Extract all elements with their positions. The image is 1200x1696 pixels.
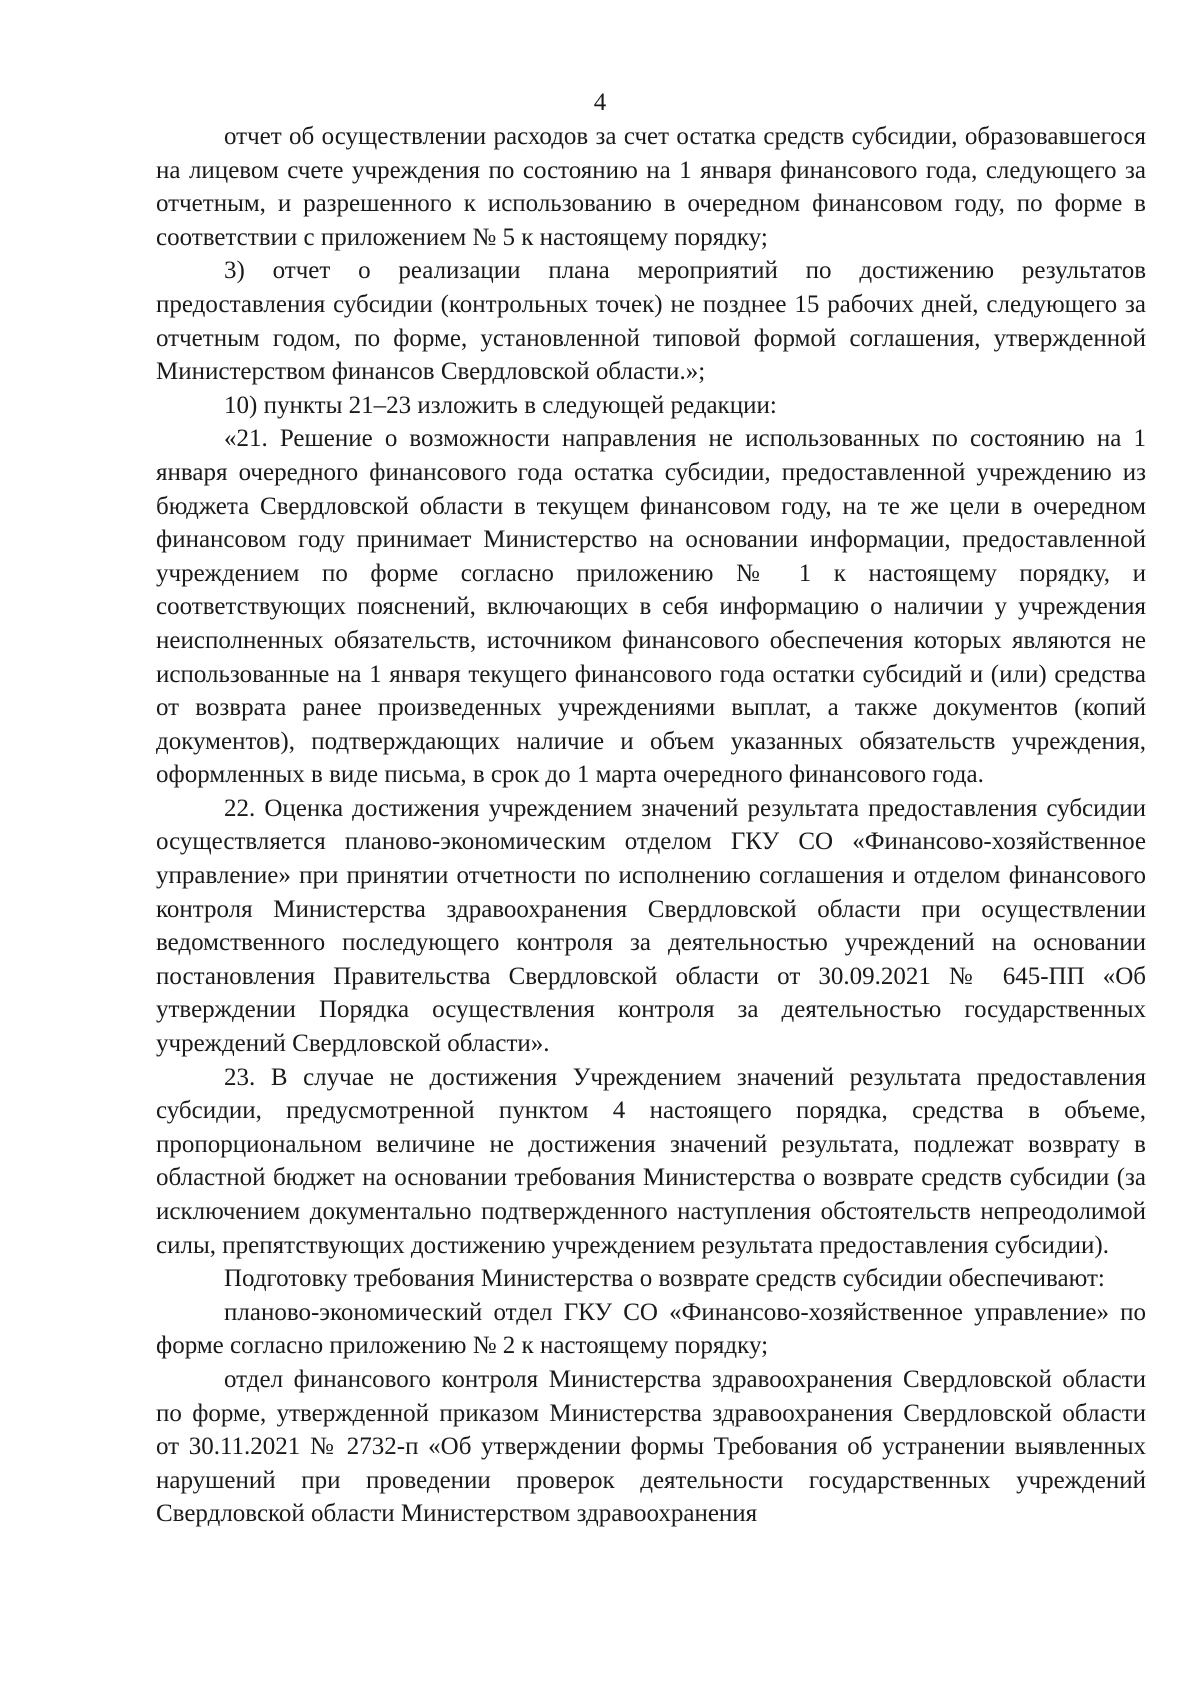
paragraph-control-dept: отдел финансового контроля Министерства здравоохранения Свердловской области по форме, утвержденной приказом Министерства здравоохранения Свердловской области от 30.11.2021 № 2732-п «Об утверждении формы Требования об устранении выявленных нарушений при проведении проверок деятельности государственных учреждений Свердловской области Министерством здравоохранения [156,1365,1146,1528]
paragraph-clause-21: «21. Решение о возможности направления не использованных по состоянию на 1 января очередного финансового года остатка субсидии, предоставленной учреждению из бюджета Свердловской области в текущем финансовом году, на те же цели в очередном финансовом году принимает Министерство на основании информации, предоставленной учреждением по форме согласно приложению № 1 к настоящему порядку, и соответствующих пояснений, включающих в себя информацию о наличии у учреждения неисполненных обязательств, источником финансового обеспечения которых являются не использованные на 1 января текущего финансового года остатки субсидий и (или) средства от возврата ранее произведенных учреждениями выплат, а также документов (копий документов), подтверждающих наличие и объем указанных обязательств учреждения, оформленных в виде письма, в срок до 1 марта очередного финансового года. [156,425,1146,789]
paragraph-report-remainder: отчет об осуществлении расходов за счет остатка средств субсидии, образовавшегося на лицевом счете учреждения по состоянию на 1 января финансового года, следующего за отчетным, и разрешенного к использованию в очередном финансовом году, по форме в соответствии с приложением № 5 к настоящему порядку; [156,123,1146,251]
paragraph-clause-22: 22. Оценка достижения учреждением значений результата предоставления субсидии осуществляется планово-экономическим отделом ГКУ СО «Финансово-хозяйственное управление» при принятии отчетности по исполнению соглашения и отделом финансового контроля Министерства здравоохранения Свердловской области при осуществлении ведомственного последующего контроля за деятельностью учреждений на основании постановления Правительства Свердловской области от 30.09.2021 № 645-ПП «Об утверждении Порядка осуществления контроля за деятельностью государственных учреждений Свердловской области». [156,794,1146,1058]
paragraph-planning-dept: планово-экономический отдел ГКУ СО «Финансово-хозяйственное управление» по форме согласно приложению № 2 к настоящему порядку; [156,1298,1146,1360]
document-body [156,120,1146,1531]
paragraph-preparation: Подготовку требования Министерства о возврате средств субсидии обеспечивают: [224,1265,1105,1293]
paragraph-item-3: 3) отчет о реализации плана мероприятий по достижению результатов предоставления субсидии (контрольных точек) не позднее 15 рабочих дней, следующего за отчетным годом, по форме, установленной типовой формой соглашения, утвержденной Министерством финансов Свердловской области.»; [156,257,1146,386]
paragraph-clause-23: 23. В случае не достижения Учреждением значений результата предоставления субсидии, предусмотренной пунктом 4 настоящего порядка, средства в объеме, пропорциональном величине не достижения значений результата, подлежат возврату в областной бюджет на основании требования Министерства о возврате средств субсидии (за исключением документально подтвержденного наступления обстоятельств непреодолимой силы, препятствующих достижению учреждением результата предоставления субсидии). [156,1063,1146,1259]
page-number: 4 [593,89,607,116]
paragraph-item-10: 10) пункты 21–23 изложить в следующей редакции: [224,391,777,419]
